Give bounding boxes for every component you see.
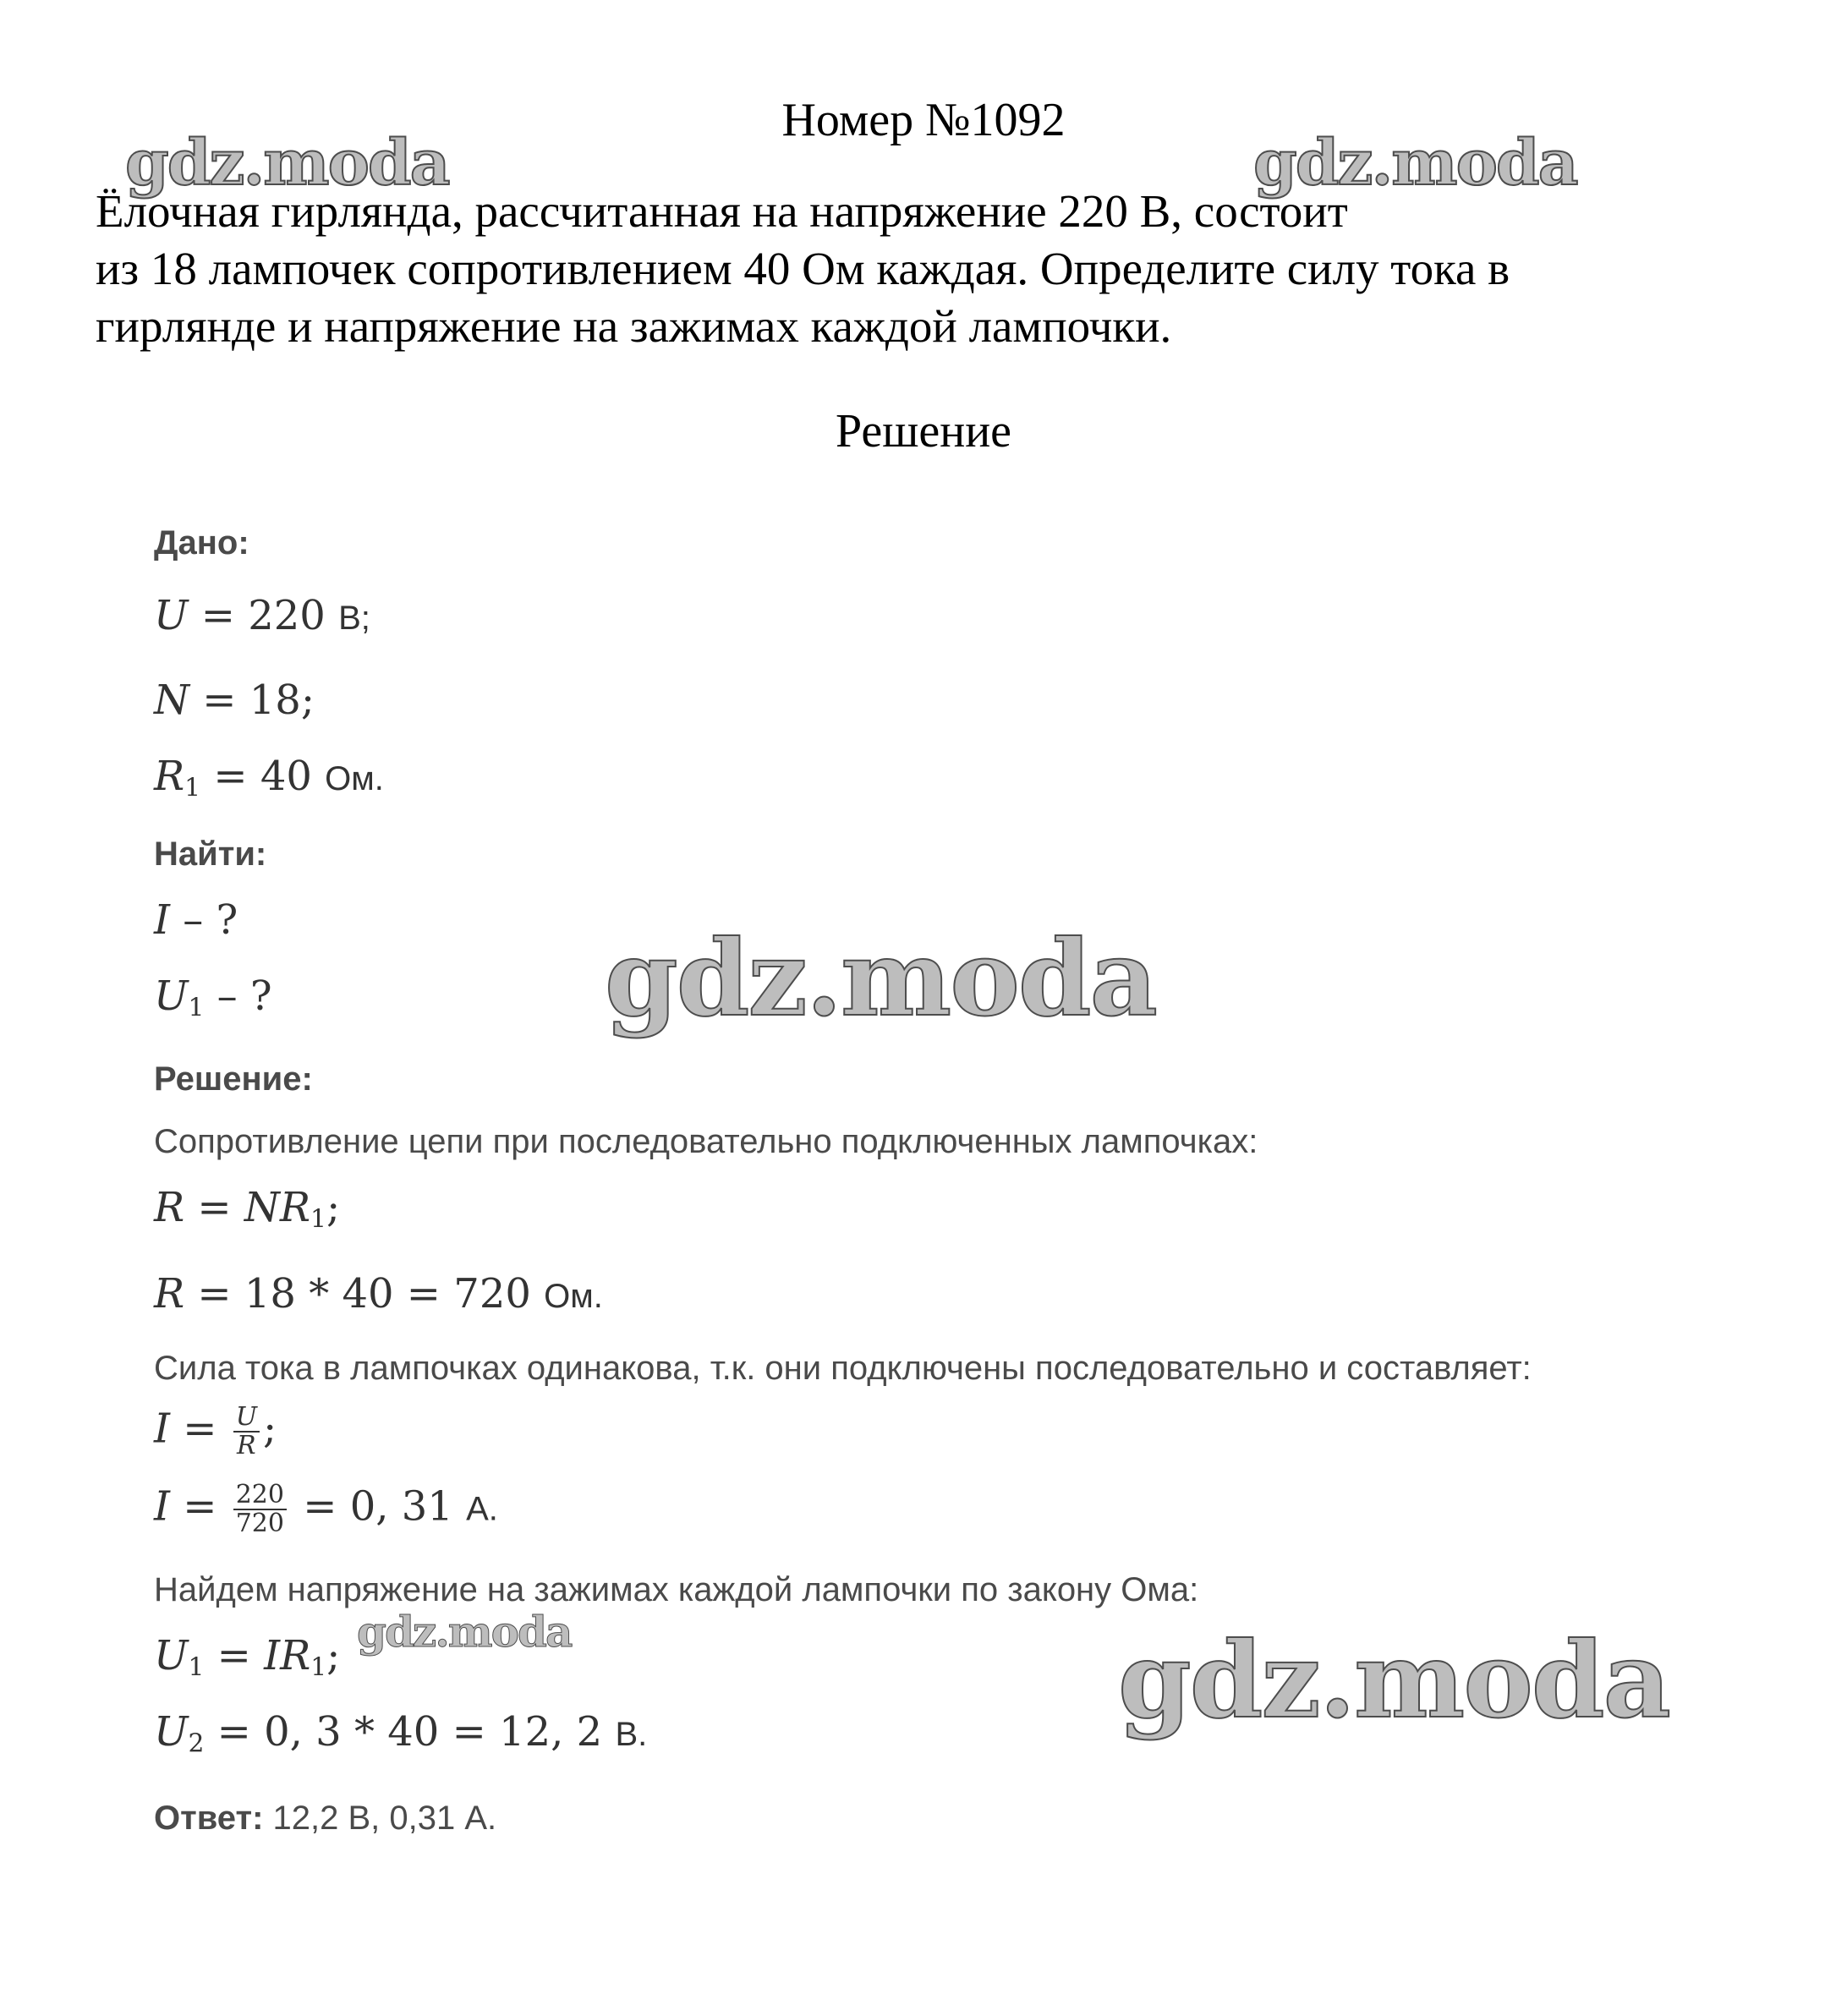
var-r: R [279, 1184, 311, 1231]
given-voltage-value: = 220 [188, 592, 339, 639]
var-r: R [154, 753, 185, 800]
fraction [233, 1404, 260, 1460]
given-count-value: = 18; [189, 677, 315, 724]
find-lamp-voltage [154, 972, 272, 1022]
voltage-calc: = 0, 3 * 40 = 12, 2 [204, 1708, 616, 1756]
problem-line: из 18 лампочек сопротивлением 40 Ом каждая. Определите силу тока в [96, 243, 1510, 294]
solution-text-current: Сила тока в лампочках одинакова, т.к. они подключены последовательно и составляет: [154, 1350, 1532, 1387]
unit-ohm: Ом. [325, 760, 384, 797]
subscript: 1 [188, 1652, 205, 1683]
fraction-denominator: R [237, 1431, 256, 1460]
equation-resistance-value [154, 1270, 603, 1318]
find-lamp-voltage-q: – ? [204, 972, 272, 1020]
answer-value: 12,2 В, 0,31 А. [263, 1800, 497, 1837]
problem-line: гирлянде и напряжение на зажимах каждой лампочки. [96, 300, 1172, 352]
equation-current-value [154, 1482, 498, 1537]
equals: = [184, 1184, 244, 1231]
fraction-denominator: 720 [235, 1509, 284, 1538]
problem-line: Ёлочная гирлянда, рассчитанная на напряжение 220 В, состоит [96, 185, 1348, 237]
unit-volt: В; [338, 600, 370, 637]
var-i: I [154, 896, 170, 944]
problem-statement [96, 183, 1753, 355]
subscript: 1 [184, 773, 201, 803]
subscript: 2 [188, 1728, 205, 1759]
solution-text-ohm: Найдем напряжение на зажимах каждой лампочки по закону Ома: [154, 1571, 1199, 1608]
var-n: N [244, 1184, 280, 1231]
var-u: U [154, 592, 189, 639]
resistance-calc: = 18 * 40 = 720 [184, 1270, 545, 1318]
answer-label: Ответ: [154, 1800, 264, 1837]
unit-volt: В. [615, 1716, 648, 1753]
given-label: Дано: [154, 524, 249, 562]
watermark-logo: gdz.moda [357, 1607, 572, 1657]
unit-ampere: А. [466, 1490, 498, 1528]
var-n: N [154, 677, 189, 724]
equals: = [169, 1405, 230, 1453]
watermark-logo: gdz.moda [1118, 1619, 1669, 1742]
fraction-numerator: 220 [233, 1482, 287, 1510]
answer [154, 1800, 496, 1838]
page-title: Номер №1092 [781, 94, 1066, 146]
var-r: R [280, 1632, 311, 1679]
semicolon: ; [326, 1184, 341, 1231]
subscript: 1 [310, 1652, 327, 1683]
watermark-logo: gdz.moda [1253, 127, 1577, 200]
solution-text-resistance: Сопротивление цепи при последовательно подключенных лампочках: [154, 1123, 1258, 1160]
semicolon: ; [326, 1632, 341, 1679]
subscript: 1 [188, 993, 205, 1023]
subscript: 1 [310, 1204, 326, 1235]
find-current-q: – ? [169, 896, 238, 944]
semicolon: ; [263, 1405, 277, 1453]
var-r: R [154, 1270, 185, 1318]
var-i: I [264, 1632, 281, 1679]
equals: = [204, 1632, 265, 1679]
var-i: I [154, 1482, 170, 1531]
fraction-numerator: U [233, 1404, 260, 1433]
var-u: U [154, 972, 189, 1020]
watermark-logo: gdz.moda [125, 127, 449, 200]
watermark-logo: gdz.moda [605, 918, 1156, 1040]
equation-current [154, 1404, 277, 1460]
given-resistance-value: = 40 [200, 753, 326, 800]
current-result: = 0, 31 [289, 1482, 467, 1531]
find-current [154, 896, 238, 944]
given-voltage [154, 592, 370, 639]
equation-lamp-voltage [154, 1632, 340, 1682]
equals: = [169, 1482, 230, 1531]
equation-lamp-voltage-value [154, 1708, 647, 1758]
unit-ohm: Ом. [544, 1278, 603, 1315]
var-u: U [154, 1708, 189, 1756]
solution-label: Решение: [154, 1060, 313, 1098]
equation-total-resistance [154, 1184, 340, 1234]
var-i: I [154, 1405, 170, 1453]
fraction [233, 1482, 287, 1537]
solution-heading: Решение [835, 405, 1012, 457]
given-resistance [154, 753, 384, 803]
given-count [154, 677, 315, 724]
var-u: U [154, 1632, 189, 1679]
find-label: Найти: [154, 835, 267, 873]
var-r: R [154, 1184, 185, 1231]
